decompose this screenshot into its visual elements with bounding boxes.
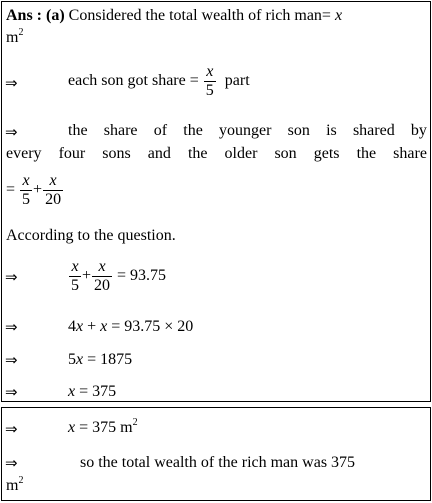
answer-option: (a) bbox=[46, 7, 65, 24]
word: share bbox=[103, 122, 138, 139]
fraction bbox=[43, 172, 63, 209]
fraction-denominator: 20 bbox=[45, 191, 62, 208]
solution-box bbox=[1, 1, 431, 402]
result-line bbox=[68, 418, 138, 438]
step-each-son-share bbox=[68, 63, 250, 100]
unit-line bbox=[6, 28, 23, 48]
variable-x: x bbox=[334, 7, 343, 24]
according-line: According to the question. bbox=[6, 227, 176, 244]
variable-x: x bbox=[76, 351, 84, 368]
word: the bbox=[68, 122, 88, 139]
equals-sign: = bbox=[6, 181, 16, 199]
unit-exponent: 2 bbox=[18, 27, 24, 38]
implies-arrow-icon: ⇒ bbox=[5, 383, 18, 401]
fraction bbox=[92, 258, 112, 295]
word: and bbox=[147, 145, 171, 162]
equation-rhs: = 1875 bbox=[83, 351, 133, 368]
word: the bbox=[187, 145, 208, 162]
step-tail: part bbox=[224, 72, 250, 90]
fraction-numerator: x bbox=[43, 172, 63, 191]
plus-sign: + bbox=[33, 181, 43, 199]
result-value: = 375 m bbox=[75, 419, 133, 436]
fraction bbox=[204, 63, 216, 100]
equation-rhs: = 93.75 bbox=[117, 267, 167, 285]
unit-m: m bbox=[6, 477, 19, 494]
word: son bbox=[287, 122, 310, 139]
word: every bbox=[6, 145, 42, 162]
equation-sum bbox=[68, 258, 166, 295]
conclusion-unit bbox=[6, 476, 23, 496]
equation-x-value bbox=[68, 382, 116, 402]
step-younger-son-line2 bbox=[6, 145, 427, 163]
implies-arrow-icon: ⇒ bbox=[5, 454, 18, 472]
equation-rhs: = 375 bbox=[75, 383, 117, 400]
answer-line bbox=[6, 6, 342, 26]
plus-sign: + bbox=[83, 318, 101, 335]
fraction-denominator: 5 bbox=[71, 277, 79, 294]
coefficient: 5 bbox=[68, 351, 76, 368]
unit-exponent: 2 bbox=[18, 475, 24, 486]
word: son bbox=[274, 145, 297, 162]
fraction-denominator: 5 bbox=[22, 191, 31, 208]
unit-exponent: 2 bbox=[132, 417, 138, 428]
step-younger-son-line1 bbox=[68, 122, 427, 140]
conclusion-box bbox=[1, 407, 431, 501]
implies-arrow-icon: ⇒ bbox=[5, 268, 18, 286]
implies-arrow-icon: ⇒ bbox=[5, 351, 18, 369]
fraction-denominator: 5 bbox=[205, 82, 214, 99]
unit-m: m bbox=[6, 29, 19, 46]
word: four bbox=[58, 145, 86, 162]
coefficient: 4 bbox=[68, 318, 76, 335]
fraction-numerator: x bbox=[92, 258, 112, 277]
plus-sign: + bbox=[82, 267, 92, 285]
implies-arrow-icon: ⇒ bbox=[5, 74, 18, 92]
implies-arrow-icon: ⇒ bbox=[5, 318, 18, 336]
word: of bbox=[153, 122, 168, 139]
word: the bbox=[183, 122, 203, 139]
word: younger bbox=[219, 122, 272, 139]
word: by bbox=[410, 122, 427, 139]
variable-x: x bbox=[68, 383, 76, 400]
fraction-numerator: x bbox=[204, 63, 216, 82]
fraction bbox=[20, 172, 32, 209]
equation-5x bbox=[68, 350, 132, 370]
share-formula bbox=[6, 172, 64, 209]
answer-text: Considered the total wealth of rich man= bbox=[68, 7, 331, 24]
word: sons bbox=[102, 145, 131, 162]
word: the bbox=[356, 145, 377, 162]
word: older bbox=[224, 145, 258, 162]
fraction bbox=[69, 258, 81, 295]
word: gets bbox=[313, 145, 340, 162]
equation-multiply bbox=[68, 317, 193, 337]
fraction-numerator: x bbox=[69, 258, 81, 277]
word: shared bbox=[352, 122, 395, 139]
variable-x: x bbox=[68, 419, 76, 436]
word: share bbox=[393, 145, 427, 162]
answer-label: Ans : bbox=[6, 7, 43, 24]
implies-arrow-icon: ⇒ bbox=[5, 420, 18, 438]
variable-x: x bbox=[76, 318, 84, 335]
fraction-denominator: 20 bbox=[94, 277, 111, 294]
conclusion-text: so the total wealth of the rich man was 375 bbox=[80, 454, 356, 471]
word: is bbox=[326, 122, 337, 139]
fraction-numerator: x bbox=[20, 172, 32, 191]
step-text: each son got share = bbox=[68, 72, 199, 90]
equation-rhs: = 93.75 × 20 bbox=[107, 318, 194, 335]
implies-arrow-icon: ⇒ bbox=[5, 123, 18, 141]
variable-x: x bbox=[100, 318, 108, 335]
